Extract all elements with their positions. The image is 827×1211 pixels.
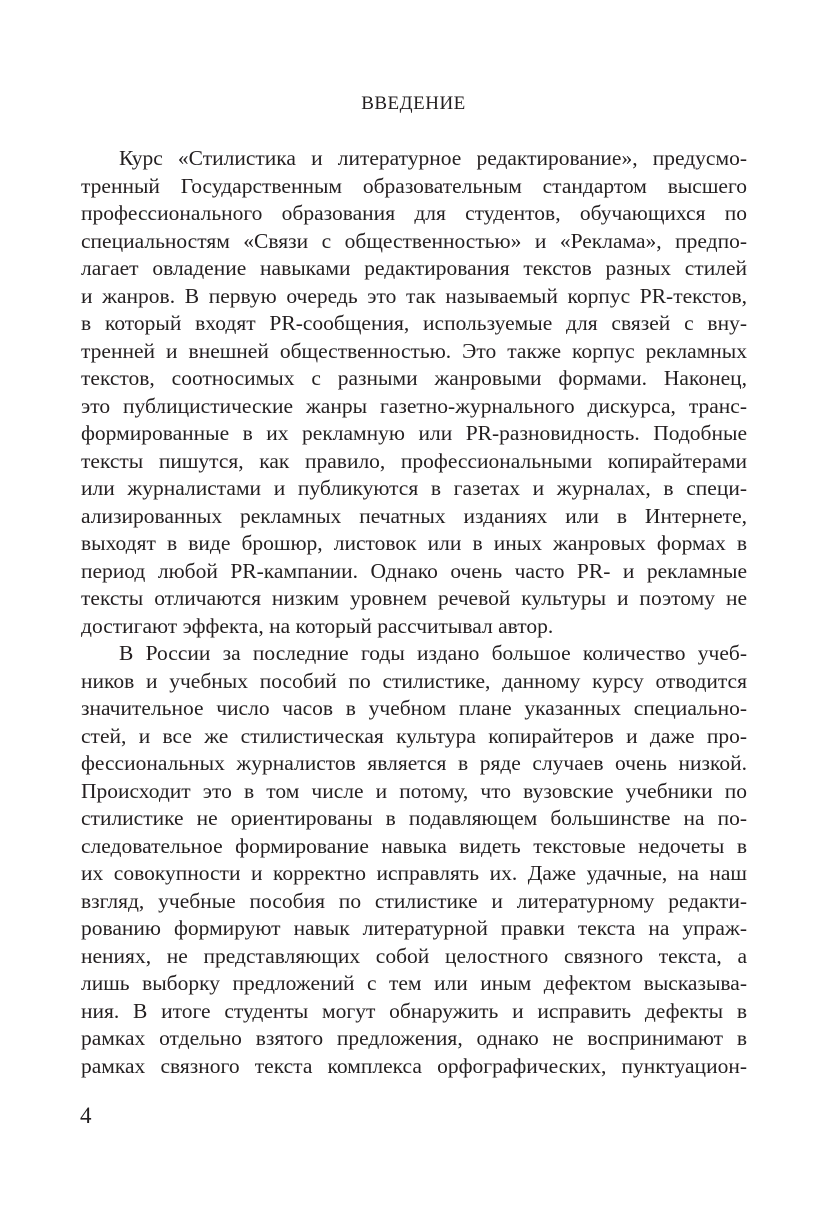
text-line: стей, и все же стилистическая культура копирайтеров и даже про- — [81, 723, 747, 748]
text-line: рамках отдельно взятого предложения, однако не воспринимают в — [81, 1026, 747, 1050]
text-line: это публицистические жанры газетно-журнального дискурса, транс- — [81, 393, 747, 418]
text-line: тексты отличаются низким уровнем речевой культуры и поэтому не — [81, 586, 747, 610]
text-line: их совокупности и корректно исправлять их. Даже удачные, на наш — [81, 861, 747, 885]
text-line: Происходит это в том числе и потому, что вузовские учебники по — [81, 778, 747, 803]
text-line: ников и учебных пособий по стилистике, данному курсу отводится — [81, 668, 747, 693]
text-line: и жанров. В первую очередь это так называемый корпус PR-текстов, — [81, 283, 747, 308]
text-line: выходят в виде брошюр, листовок или в иных жанровых формах в — [81, 531, 747, 555]
text-line: стилистике не ориентированы в подавляющем большинстве на по- — [81, 806, 747, 830]
text-line: лишь выборку предложений с тем или иным дефектом высказыва- — [81, 971, 747, 995]
text-line: достигают эффекта, на который рассчитывал автор. — [81, 613, 554, 638]
text-line: ализированных рекламных печатных изданиях или в Интернете, — [81, 503, 747, 528]
text-line: ния. В итоге студенты могут обнаружить и исправить дефекты в — [81, 998, 747, 1023]
text-line: профессионального образования для студентов, обучающихся по — [81, 201, 747, 225]
text-line: В России за последние годы издано большое количество учеб- — [119, 641, 747, 665]
page-number: 4 — [80, 1103, 92, 1128]
text-line: следовательное формирование навыка видеть текстовые недочеты в — [81, 833, 747, 858]
text-line: лагает овладение навыками редактирования текстов разных стилей — [81, 256, 747, 280]
text-line: нениях, не представляющих собой целостного связного текста, а — [81, 943, 747, 968]
text-line: тексты пишутся, как правило, профессиональными копирайтерами — [81, 448, 747, 473]
text-line: специальностям «Связи с общественностью» и «Реклама», предпо- — [81, 228, 747, 253]
text-line: период любой PR-кампании. Однако очень часто PR- и рекламные — [81, 558, 747, 583]
text-line: взгляд, учебные пособия по стилистике и литературному редакти- — [81, 888, 747, 913]
body-text — [81, 145, 747, 1080]
text-line: тренный Государственным образовательным стандартом высшего — [81, 173, 747, 198]
text-line: или журналистами и публикуются в газетах и журналах, в специ- — [81, 476, 747, 500]
text-line: рамках связного текста комплекса орфографических, пунктуацион- — [81, 1053, 747, 1078]
text-line: рованию формируют навык литературной правки текста на упраж- — [81, 916, 747, 940]
text-line: фессиональных журналистов является в ряде случаев очень низкой. — [81, 751, 747, 775]
text-line: тренней и внешней общественностью. Это также корпус рекламных — [81, 338, 747, 363]
text-line: текстов, соотносимых с разными жанровыми формами. Наконец, — [81, 366, 747, 390]
text-line: формированные в их рекламную или PR-разновидность. Подобные — [81, 421, 747, 445]
text-line: значительное число часов в учебном плане указанных специально- — [81, 696, 747, 720]
text-line: Курс «Стилистика и литературное редактирование», предусмо- — [119, 146, 747, 170]
text-line: в который входят PR-сообщения, используемые для связей с вну- — [81, 311, 747, 335]
page-title: ВВЕДЕНИЕ — [361, 93, 466, 114]
